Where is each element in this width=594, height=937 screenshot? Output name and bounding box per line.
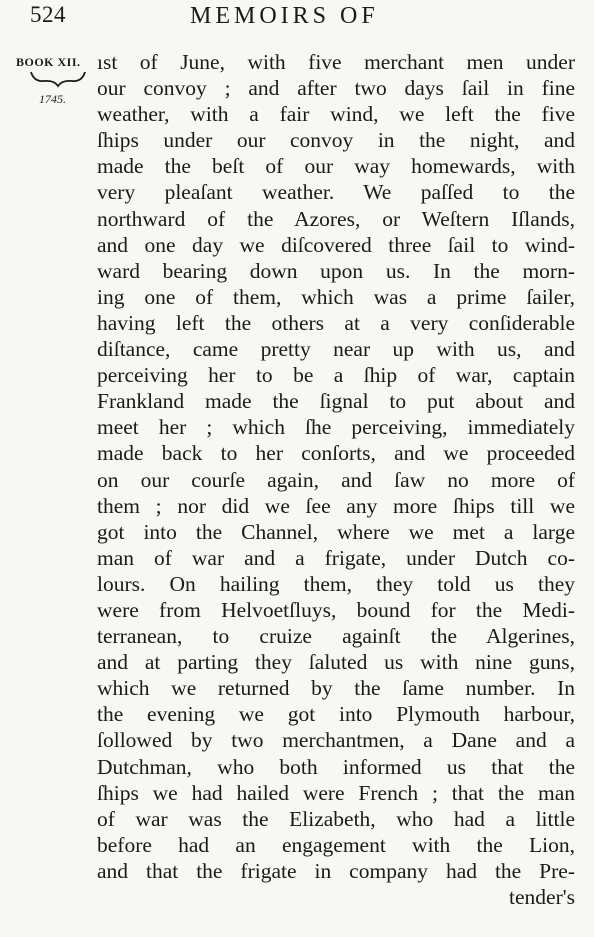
text-line: made the beſt of our way homewards, with bbox=[97, 154, 575, 179]
text-line: meet her ; which ſhe perceiving, immediately bbox=[97, 415, 575, 440]
text-line: got into the Channel, where we met a large bbox=[97, 519, 575, 544]
body-text bbox=[97, 49, 575, 910]
text-line: and one day we diſcovered three ſail to wind- bbox=[97, 232, 575, 257]
text-line: the evening we got into Plymouth harbour, bbox=[97, 702, 575, 727]
text-line: diſtance, came pretty near up with us, and bbox=[97, 337, 575, 362]
text-line: ſhips under our convoy in the night, and bbox=[97, 128, 575, 153]
text-line: lours. On hailing them, they told us they bbox=[97, 571, 575, 596]
text-line: Frankland made the ſignal to put about and bbox=[97, 389, 575, 414]
margin-year: 1745. bbox=[39, 92, 66, 106]
page-number: 524 bbox=[30, 2, 66, 27]
text-line: very pleaſant weather. We paſſed to the bbox=[97, 180, 575, 205]
text-line: weather, with a fair wind, we left the five bbox=[97, 102, 575, 127]
catchword: tender's bbox=[509, 885, 575, 909]
text-line: man of war and a frigate, under Dutch co- bbox=[97, 545, 575, 570]
text-line: terranean, to cruize againſt the Algerines, bbox=[97, 624, 575, 649]
text-line: which we returned by the ſame number. In bbox=[97, 676, 575, 701]
text-line: ſollowed by two merchantmen, a Dane and a bbox=[97, 728, 575, 753]
text-line: them ; nor did we ſee any more ſhips till we bbox=[97, 493, 575, 518]
text-line: ſhips we had hailed were French ; that the man bbox=[97, 780, 575, 805]
running-title: MEMOIRS OF bbox=[190, 3, 379, 29]
text-line: before had an engagement with the Lion, bbox=[97, 832, 575, 857]
brace-ornament-icon bbox=[30, 70, 86, 88]
text-line: and that the frigate in company had the Pre- bbox=[97, 858, 575, 883]
text-line: ward bearing down upon us. In the morn- bbox=[97, 258, 575, 283]
margin-book-label: BOOK XII. bbox=[16, 55, 81, 69]
text-line: having left the others at a very conſiderable bbox=[97, 310, 575, 335]
text-line: northward of the Azores, or Weſtern Iſlands, bbox=[97, 206, 575, 231]
text-line: ıst of June, with five merchant men under bbox=[97, 50, 575, 74]
text-line: ing one of them, which was a prime ſailer, bbox=[97, 284, 575, 309]
text-line: made back to her conſorts, and we proceeded bbox=[97, 441, 575, 466]
text-line: perceiving her to be a ſhip of war, captain bbox=[97, 363, 575, 388]
text-line: of war was the Elizabeth, who had a little bbox=[97, 806, 575, 831]
text-line: and at parting they ſaluted us with nine guns, bbox=[97, 650, 575, 675]
text-line: on our courſe again, and ſaw no more of bbox=[97, 467, 575, 492]
text-line: Dutchman, who both informed us that the bbox=[97, 754, 575, 779]
text-line: were from Helvoetſluys, bound for the Medi- bbox=[97, 597, 575, 622]
text-line: our convoy ; and after two days ſail in fine bbox=[97, 76, 575, 101]
